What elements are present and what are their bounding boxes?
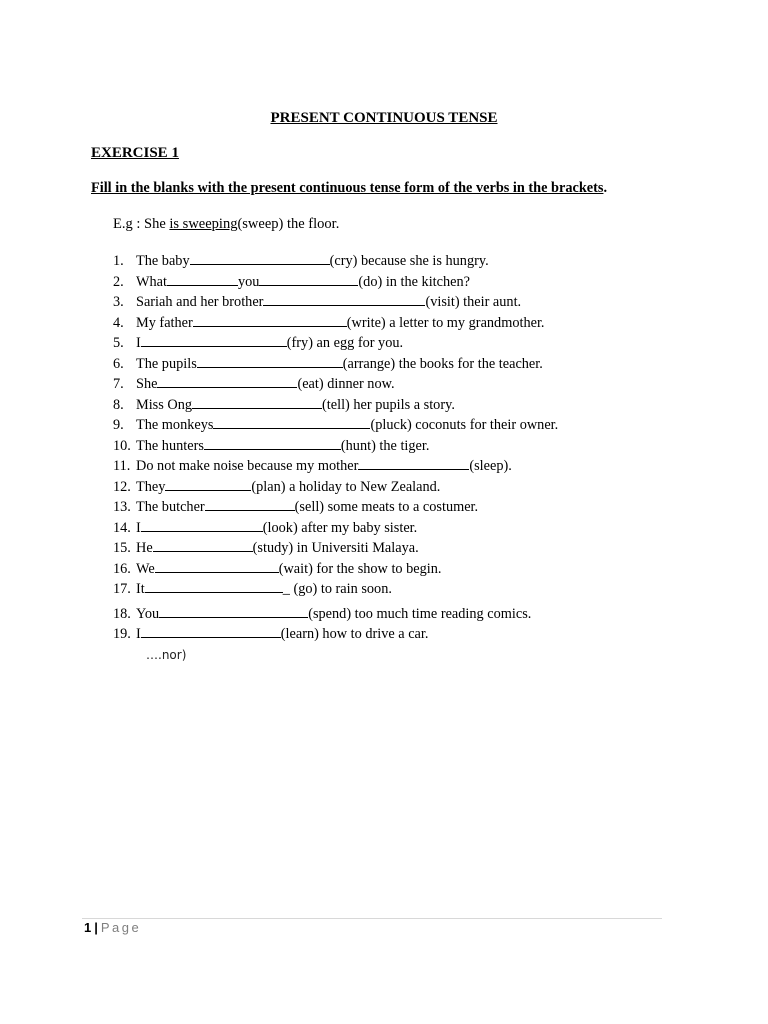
item-text: (write) a letter to my grandmother. bbox=[346, 314, 545, 331]
exercise-item-16 bbox=[113, 559, 673, 580]
item-number: 1. bbox=[113, 253, 124, 269]
item-text: (hunt) the tiger. bbox=[340, 437, 430, 454]
answer-blank[interactable] bbox=[197, 354, 343, 368]
exercise-item-17 bbox=[113, 579, 673, 600]
exercise-item-10 bbox=[113, 436, 673, 457]
item-text: We bbox=[136, 560, 155, 577]
item-text: Sariah and her brother bbox=[136, 294, 264, 310]
item-text: The pupils bbox=[136, 355, 197, 372]
item-text: (pluck) coconuts for their owner. bbox=[370, 417, 559, 433]
item-text: (fry) an egg for you. bbox=[286, 335, 404, 351]
page-label: Page bbox=[100, 920, 142, 935]
item-number: 8. bbox=[113, 396, 124, 413]
exercise-item-14 bbox=[113, 518, 673, 539]
answer-blank[interactable] bbox=[153, 538, 253, 552]
item-text: you bbox=[237, 273, 260, 290]
item-text: I bbox=[136, 626, 141, 642]
instruction-period: . bbox=[603, 180, 608, 196]
exercise-item-11 bbox=[113, 456, 673, 477]
item-number: 13. bbox=[113, 499, 131, 515]
item-text: The monkeys bbox=[136, 417, 214, 433]
answer-blank[interactable] bbox=[263, 292, 425, 306]
item-number: 15. bbox=[113, 540, 131, 556]
item-text: (tell) her pupils a story. bbox=[322, 396, 455, 413]
exercise-item-3 bbox=[113, 292, 673, 313]
item-text: (do) in the kitchen? bbox=[358, 273, 470, 290]
item-number: 17. bbox=[113, 581, 131, 597]
answer-blank[interactable] bbox=[190, 251, 330, 265]
item-number: 2. bbox=[113, 273, 124, 290]
footer-divider bbox=[82, 918, 662, 919]
exercise-list bbox=[113, 251, 673, 645]
item-number: 12. bbox=[113, 478, 131, 495]
item-text: It bbox=[136, 581, 145, 597]
answer-blank[interactable] bbox=[205, 497, 295, 511]
exercise-item-12 bbox=[113, 477, 673, 498]
item-text: (learn) how to drive a car. bbox=[280, 626, 429, 642]
item-text: What bbox=[136, 273, 167, 290]
item-text: (plan) a holiday to New Zealand. bbox=[251, 478, 441, 495]
page-title: PRESENT CONTINUOUS TENSE bbox=[270, 110, 498, 126]
page-number: 1 bbox=[84, 920, 92, 935]
item-text: The baby bbox=[136, 253, 190, 269]
truncated-note: ….nor) bbox=[146, 648, 187, 662]
item-text: _ (go) to rain soon. bbox=[282, 581, 392, 597]
answer-blank[interactable] bbox=[213, 415, 370, 429]
item-text: They bbox=[136, 478, 166, 495]
example-prefix: E.g : She bbox=[113, 216, 170, 232]
instruction-text bbox=[91, 180, 691, 197]
exercise-item-18 bbox=[113, 604, 673, 625]
answer-blank[interactable] bbox=[259, 272, 358, 286]
exercise-item-5 bbox=[113, 333, 673, 354]
exercise-item-8 bbox=[113, 395, 673, 416]
item-text: My father bbox=[136, 314, 193, 331]
item-text: (sleep). bbox=[469, 458, 512, 474]
answer-blank[interactable] bbox=[165, 477, 251, 491]
answer-blank[interactable] bbox=[141, 518, 263, 532]
item-text: (eat) dinner now. bbox=[297, 376, 395, 392]
answer-blank[interactable] bbox=[167, 272, 238, 286]
item-text: She bbox=[136, 376, 158, 392]
item-text: (study) in Universiti Malaya. bbox=[252, 540, 419, 556]
item-text: (wait) for the show to begin. bbox=[278, 560, 442, 577]
item-text: I bbox=[136, 519, 141, 536]
item-number: 10. bbox=[113, 437, 131, 454]
item-text: (cry) because she is hungry. bbox=[329, 253, 489, 269]
item-number: 9. bbox=[113, 417, 124, 433]
answer-blank[interactable] bbox=[155, 559, 279, 573]
answer-blank[interactable] bbox=[145, 579, 283, 593]
item-number: 6. bbox=[113, 355, 124, 372]
item-text: Miss Ong bbox=[136, 396, 193, 413]
item-text: He bbox=[136, 540, 153, 556]
item-text: The butcher bbox=[136, 499, 205, 515]
item-number: 4. bbox=[113, 314, 124, 331]
exercise-item-6 bbox=[113, 354, 673, 375]
item-text: (arrange) the books for the teacher. bbox=[342, 355, 543, 372]
item-number: 14. bbox=[113, 519, 131, 536]
item-text: (visit) their aunt. bbox=[425, 294, 522, 310]
example-suffix: (sweep) the floor. bbox=[237, 216, 340, 232]
exercise-item-7 bbox=[113, 374, 673, 395]
item-number: 7. bbox=[113, 376, 124, 392]
instruction-body: Fill in the blanks with the present continuous tense form of the verbs in the brackets bbox=[91, 180, 604, 196]
exercise-item-9 bbox=[113, 415, 673, 436]
item-number: 5. bbox=[113, 335, 124, 351]
answer-blank[interactable] bbox=[204, 436, 341, 450]
exercise-item-2 bbox=[113, 272, 673, 293]
item-number: 19. bbox=[113, 626, 131, 642]
exercise-item-1 bbox=[113, 251, 673, 272]
exercise-item-19 bbox=[113, 624, 673, 645]
example-sentence bbox=[113, 216, 339, 233]
item-text: The hunters bbox=[136, 437, 204, 454]
item-text: (sell) some meats to a costumer. bbox=[294, 499, 479, 515]
item-text: You bbox=[136, 605, 160, 622]
item-text: (look) after my baby sister. bbox=[262, 519, 418, 536]
answer-blank[interactable] bbox=[358, 456, 469, 470]
item-number: 3. bbox=[113, 294, 124, 310]
item-text: I bbox=[136, 335, 141, 351]
answer-blank[interactable] bbox=[193, 313, 347, 327]
item-number: 18. bbox=[113, 605, 131, 622]
item-number: 11. bbox=[113, 458, 131, 474]
example-answer: is sweeping bbox=[169, 216, 238, 232]
exercise-item-13 bbox=[113, 497, 673, 518]
answer-blank[interactable] bbox=[159, 604, 308, 618]
answer-blank[interactable] bbox=[192, 395, 322, 409]
page-footer bbox=[84, 920, 141, 935]
item-text: (spend) too much time reading comics. bbox=[308, 605, 532, 622]
exercise-item-4 bbox=[113, 313, 673, 334]
answer-blank[interactable] bbox=[141, 624, 281, 638]
footer-separator: | bbox=[94, 920, 98, 935]
answer-blank[interactable] bbox=[157, 374, 297, 388]
exercise-item-15 bbox=[113, 538, 673, 559]
answer-blank[interactable] bbox=[141, 333, 287, 347]
item-number: 16. bbox=[113, 560, 131, 577]
exercise-heading: EXERCISE 1 bbox=[91, 145, 179, 161]
item-text: Do not make noise because my mother bbox=[136, 458, 359, 474]
